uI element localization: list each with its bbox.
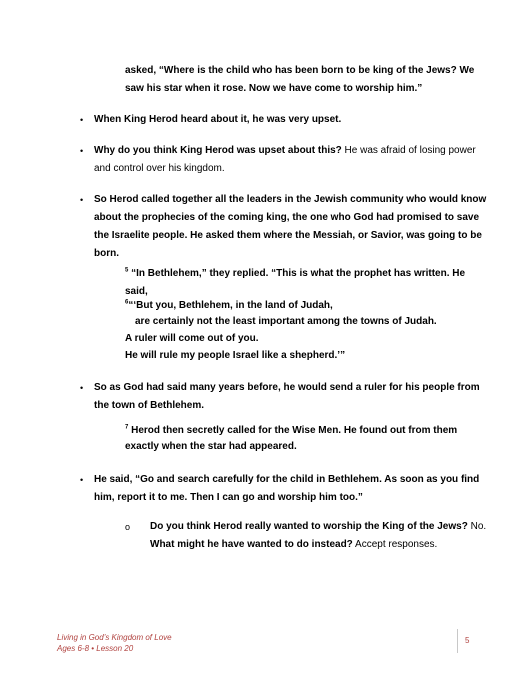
paragraph-leaders-line-4: born. — [94, 248, 119, 259]
verse-5-line-2: said, — [125, 286, 148, 297]
bullet-marker: • — [80, 195, 84, 205]
answer-text-line-2: and control over his kingdom. — [94, 163, 225, 174]
verse-number: 5 — [125, 267, 129, 274]
verse-continuation-line-2: saw his star when it rose. Now we have come to worship him.” — [125, 83, 423, 94]
verse-5-line-1 — [125, 265, 465, 283]
verse-text: “‘But you, Bethlehem, in the land of Judah, — [128, 300, 333, 311]
bullet-marker: • — [80, 475, 84, 485]
question-text: Why do you think King Herod was upset about this? — [94, 145, 342, 156]
verse-continuation-line-1: asked, “Where is the child who has been born to be king of the Jews? We — [125, 65, 475, 76]
paragraph-leaders-line-1: So Herod called together all the leaders in the Jewish community who would know — [94, 194, 487, 205]
footer-subtitle: Ages 6-8 • Lesson 20 — [57, 644, 134, 653]
question-herod-instead — [150, 536, 437, 554]
answer-text: No. — [467, 521, 487, 532]
paragraph-ruler-line-2: the town of Bethlehem. — [94, 400, 204, 411]
paragraph-leaders-line-3: the Israelite people. He asked them where the Messiah, or Savior, was going to be — [94, 230, 482, 241]
bullet-marker: • — [80, 146, 84, 156]
page-number: 5 — [465, 636, 470, 645]
verse-7-line-2: exactly when the star had appeared. — [125, 441, 297, 452]
paragraph-leaders-line-2: about the prophecies of the coming king, the one who God had promised to save — [94, 212, 480, 223]
bullet-marker: • — [80, 115, 84, 125]
verse-6-line-2: are certainly not the least important among the towns of Judah. — [135, 316, 437, 327]
verse-text: Herod then secretly called for the Wise Men. He found out from them — [128, 425, 458, 436]
answer-text: Accept responses. — [352, 539, 438, 550]
verse-text: “In Bethlehem,” they replied. “This is what the prophet has written. He — [128, 268, 466, 279]
bullet-herod-upset: When King Herod heard about it, he was very upset. — [94, 114, 342, 125]
question-herod-upset — [94, 142, 476, 160]
answer-text: He was afraid of losing power — [341, 145, 476, 156]
verse-6-line-4: He will rule my people Israel like a shepherd.’” — [125, 350, 346, 361]
paragraph-go-search-line-2: him, report it to me. Then I can go and worship him too.” — [94, 492, 363, 503]
paragraph-go-search-line-1: He said, “Go and search carefully for the child in Bethlehem. As soon as you find — [94, 474, 480, 485]
question-herod-worship — [150, 518, 486, 536]
sub-bullet-marker: o — [125, 522, 131, 532]
footer-divider — [457, 629, 458, 653]
verse-number: 7 — [125, 424, 129, 431]
question-text: What might he have wanted to do instead? — [150, 539, 353, 550]
verse-6-line-3: A ruler will come out of you. — [125, 333, 259, 344]
paragraph-ruler-line-1: So as God had said many years before, he would send a ruler for his people from — [94, 382, 480, 393]
question-text: Do you think Herod really wanted to worship the King of the Jews? — [150, 521, 468, 532]
bullet-marker: • — [80, 383, 84, 393]
footer-title: Living in God’s Kingdom of Love — [57, 633, 172, 642]
verse-number: 6 — [125, 299, 129, 306]
